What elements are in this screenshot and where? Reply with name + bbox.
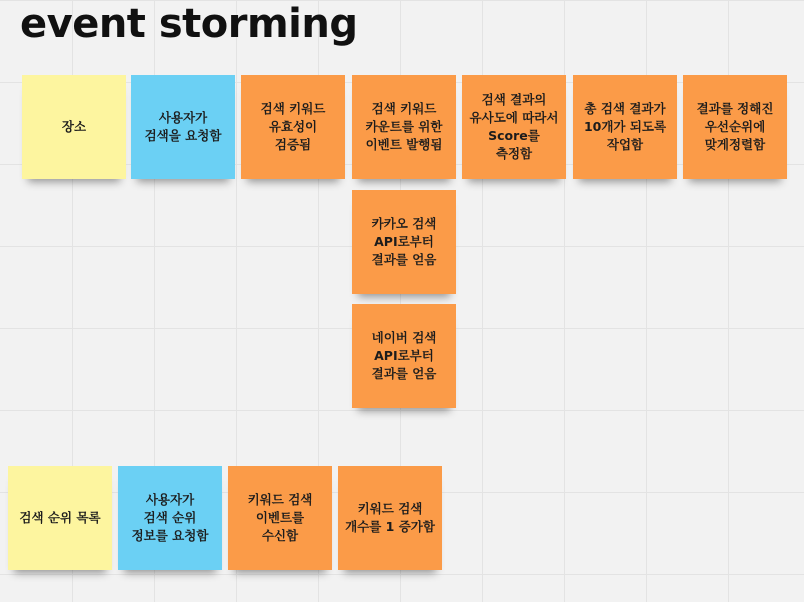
sticky-note-text: 장소 [61,119,87,134]
sticky-note-text: 검색 순위 목록 [19,510,101,525]
sticky-note-text: 사용자가 검색을 요청함 [144,110,222,143]
sticky-note-place-search-ranking[interactable] [8,466,112,570]
sticky-note-text: 사용자가 검색 순위 정보를 요청함 [131,492,209,543]
sticky-note-text: 결과를 정해진 우선순위에 맞게정렬함 [696,101,774,152]
sticky-note-event-kakao-api-result[interactable] [352,190,456,294]
sticky-note-place-location[interactable] [22,75,126,179]
sticky-note-actor-search-request[interactable] [131,75,235,179]
sticky-note-event-keyword-validated[interactable] [241,75,345,179]
sticky-note-text: 키워드 검색 개수를 1 증가함 [345,501,435,534]
sticky-note-text: 총 검색 결과가 10개가 되도록 작업함 [583,101,667,152]
sticky-note-event-keyword-count-incremented[interactable] [338,466,442,570]
sticky-note-text: 키워드 검색 이벤트를 수신함 [247,492,313,543]
sticky-note-event-ten-results[interactable] [573,75,677,179]
sticky-note-event-score-measured[interactable] [462,75,566,179]
sticky-note-text: 카카오 검색 API로부터 결과를 얻음 [371,216,437,267]
sticky-note-text: 검색 키워드 카운트를 위한 이벤트 발행됨 [365,101,443,152]
board-title: event storming [20,1,358,47]
sticky-note-text: 검색 결과의 유사도에 따라서 Score를 측정함 [469,92,559,161]
sticky-note-text: 네이버 검색 API로부터 결과를 얻음 [371,330,437,381]
sticky-note-text: 검색 키워드 유효성이 검증됨 [260,101,326,152]
sticky-note-event-naver-api-result[interactable] [352,304,456,408]
sticky-note-event-sorted-by-priority[interactable] [683,75,787,179]
sticky-note-event-keyword-search-received[interactable] [228,466,332,570]
sticky-note-actor-ranking-request[interactable] [118,466,222,570]
sticky-note-event-keyword-count-published[interactable] [352,75,456,179]
